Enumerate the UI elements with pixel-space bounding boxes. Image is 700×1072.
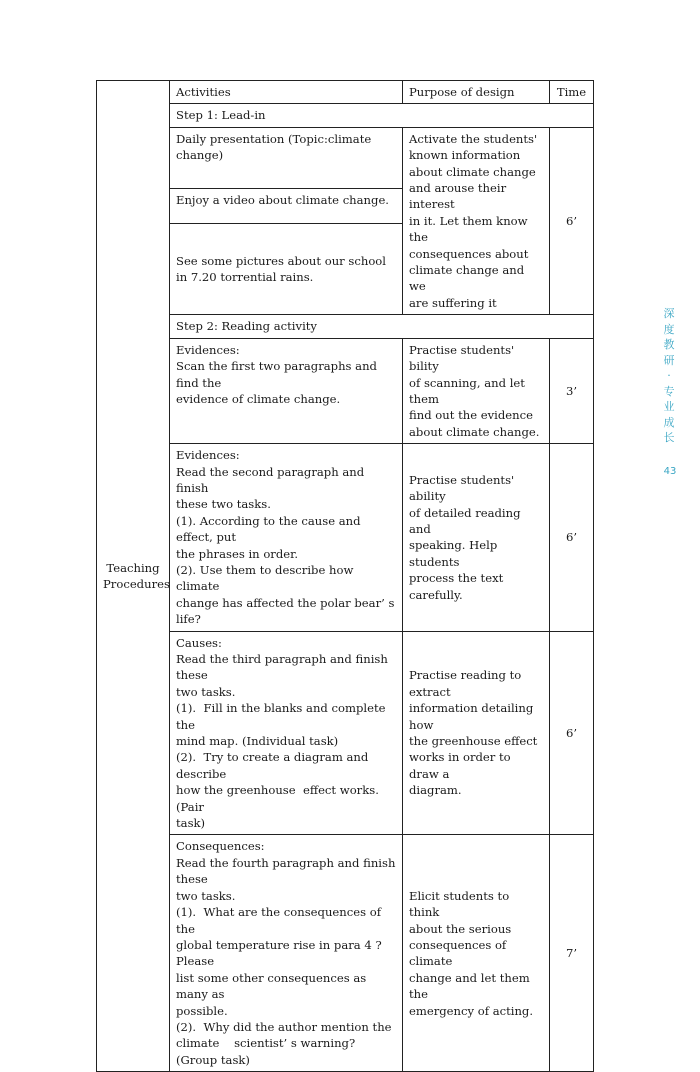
step1-activity-3: See some pictures about our school in 7.20 torrential rains.	[170, 224, 403, 315]
header-row	[97, 81, 594, 104]
purpose-line: in it. Let them know the	[409, 213, 532, 245]
purpose-line: about climate change	[409, 164, 536, 179]
side-char: ·	[667, 369, 671, 382]
purpose-line: about climate change.	[409, 424, 540, 439]
activity-line: (2). Why did the author mention the	[176, 1019, 392, 1034]
purpose-line: are suffering it	[409, 295, 497, 310]
label-line: Teaching	[106, 560, 160, 575]
activity-line: evidence of climate change.	[176, 391, 341, 406]
purpose-line: about the serious	[409, 921, 512, 936]
page-number: 43	[663, 466, 677, 477]
step2-task-row	[97, 338, 594, 443]
step2-title-row	[97, 315, 594, 338]
step1-activity-2: Enjoy a video about climate change.	[170, 188, 403, 224]
step2-time-causes: 6’	[550, 631, 594, 835]
step2-time-detail: 6’	[550, 444, 594, 631]
step2-task-row	[97, 835, 594, 1072]
step2-activity-causes	[170, 631, 403, 835]
header-activities: Activities	[170, 81, 403, 104]
activity-line: change has affected the polar bear’ s life?	[176, 595, 399, 627]
activity-line: the phrases in order.	[176, 546, 299, 561]
label-line: Procedures	[103, 577, 170, 592]
activity-line: (2). Try to create a diagram and describe	[176, 750, 373, 781]
purpose-line: Activate the students'	[409, 131, 538, 146]
teaching-procedures-label	[97, 81, 170, 1072]
purpose-line: Practise reading to extract	[409, 668, 525, 699]
purpose-line: consequences about	[409, 246, 529, 261]
activity-line: (2). Use them to describe how climate	[176, 562, 358, 594]
activity-line: Scan the first two paragraphs and find the	[176, 359, 381, 390]
purpose-line: the greenhouse effect	[409, 734, 538, 749]
step2-purpose-causes	[403, 631, 550, 835]
activity-line: how the greenhouse effect works. (Pair	[176, 783, 383, 814]
purpose-line: of detailed reading and	[409, 505, 525, 536]
activity-line: climate scientist’ s warning?	[176, 1036, 356, 1051]
activity-line: Evidences:	[176, 342, 240, 357]
side-column-title	[662, 306, 676, 446]
purpose-line: Elicit students to think	[409, 888, 513, 920]
step2-activity-consequences	[170, 835, 403, 1072]
side-char: 业	[663, 400, 675, 413]
activity-line: (Group task)	[176, 1052, 250, 1067]
side-char: 度	[663, 322, 675, 336]
purpose-line: works in order to draw a	[409, 750, 515, 781]
step2-task-row	[97, 631, 594, 835]
activity-line: possible.	[176, 1003, 228, 1018]
activity-line: Read the third paragraph and finish these	[176, 652, 392, 683]
purpose-line: Practise students' bility	[409, 342, 522, 374]
purpose-line: find out the evidence	[409, 408, 533, 423]
purpose-line: information detailing how	[409, 701, 537, 732]
side-char: 深	[663, 307, 675, 320]
purpose-line: diagram.	[409, 783, 462, 798]
purpose-line: Practise students' ability	[409, 472, 518, 504]
activity-line: (1). What are the consequences of the	[176, 905, 385, 936]
purpose-line: process the text carefully.	[409, 571, 507, 602]
side-char: 成	[663, 415, 675, 429]
activity-line: (1). According to the cause and effect, put	[176, 513, 365, 545]
step2-time-consequences: 7’	[550, 835, 594, 1072]
activity-line: list some other consequences as many as	[176, 970, 370, 1002]
side-char: 长	[663, 431, 675, 444]
header-time: Time	[550, 81, 594, 104]
purpose-line: speaking. Help students	[409, 538, 501, 569]
step1-title-row	[97, 104, 594, 127]
purpose-line: emergency of acting.	[409, 1003, 534, 1018]
side-char: 研	[663, 353, 675, 367]
purpose-line: change and let them the	[409, 970, 534, 1002]
step1-time: 6’	[550, 127, 594, 314]
activity-line: Consequences:	[176, 839, 265, 854]
step2-time-scan: 3’	[550, 338, 594, 443]
step2-activity-evidences-scan	[170, 338, 403, 443]
step2-activity-evidences-detail	[170, 444, 403, 631]
activity-line: (1). Fill in the blanks and complete the	[176, 701, 390, 732]
purpose-line: and arouse their interest	[409, 181, 510, 212]
activity-line: these two tasks.	[176, 497, 271, 512]
side-char: 教	[663, 338, 675, 351]
activity-line: global temperature rise in para 4 ? Please	[176, 937, 386, 969]
step1-activity-row	[97, 127, 594, 188]
step2-purpose-scan	[403, 338, 550, 443]
activity-line: Causes:	[176, 635, 222, 650]
header-purpose: Purpose of design	[403, 81, 550, 104]
step2-title: Step 2: Reading activity	[170, 315, 594, 338]
activity-line: Read the fourth paragraph and finish these	[176, 855, 400, 887]
activity-line: two tasks.	[176, 684, 236, 699]
activity-line: mind map. (Individual task)	[176, 734, 339, 749]
step1-purpose	[403, 127, 550, 314]
step2-purpose-consequences	[403, 835, 550, 1072]
step1-title: Step 1: Lead-in	[170, 104, 594, 127]
purpose-line: known information	[409, 148, 521, 163]
side-char: 专	[663, 384, 675, 398]
activity-line: two tasks.	[176, 888, 236, 903]
step2-purpose-detail	[403, 444, 550, 631]
step2-task-row	[97, 444, 594, 631]
activity-line: task)	[176, 816, 206, 831]
purpose-line: climate change and we	[409, 263, 528, 294]
activity-line: Evidences:	[176, 448, 240, 463]
purpose-line: consequences of climate	[409, 937, 510, 969]
step1-activity-1: Daily presentation (Topic:climate change)	[170, 127, 403, 188]
teaching-plan-table	[96, 80, 594, 1072]
purpose-line: of scanning, and let them	[409, 375, 529, 406]
activity-line: Read the second paragraph and finish	[176, 464, 368, 495]
